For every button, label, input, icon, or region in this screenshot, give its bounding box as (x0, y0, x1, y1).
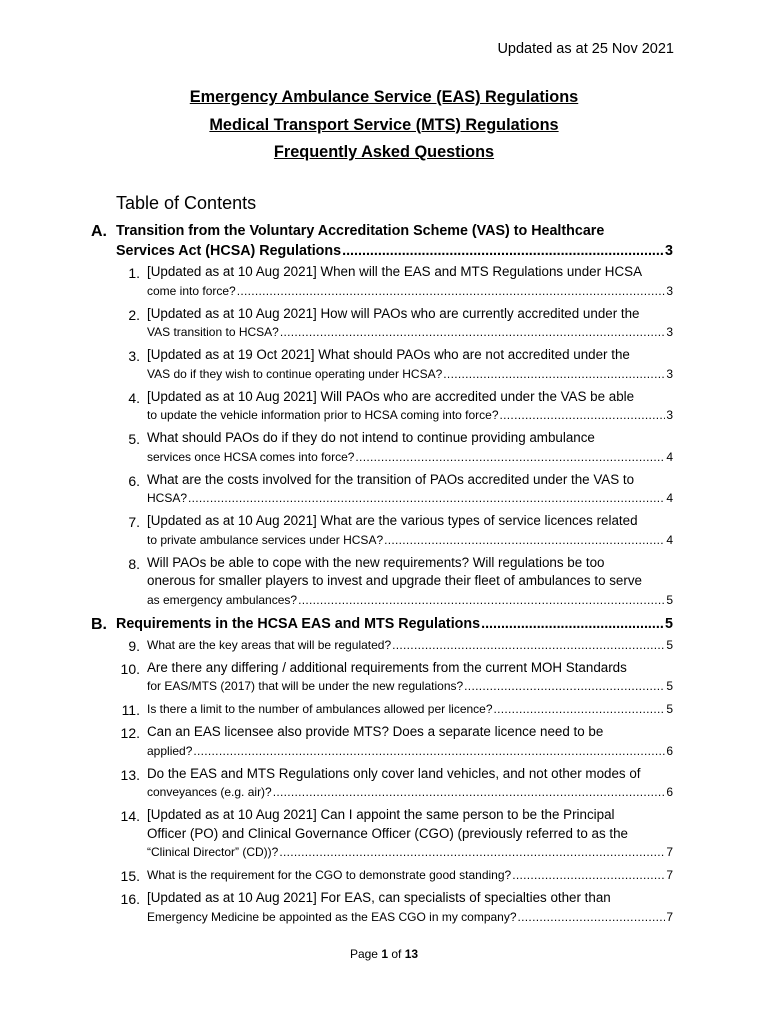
question-text-line: services once HCSA comes into force? (147, 449, 355, 464)
question-text-line: What are the costs involved for the transition of PAOs accredited under the VAS to (147, 471, 635, 487)
toc-question-item[interactable] (0, 723, 768, 760)
question-number: 9. (128, 637, 140, 654)
page-number: 5 (666, 637, 673, 652)
toc-question-item[interactable] (0, 305, 768, 342)
question-text-line: as emergency ambulances? (147, 592, 298, 607)
question-text-line: come into force? (147, 283, 236, 298)
question-text-line: Are there any differing / additional requirements from the current MOH Standards (147, 659, 627, 675)
page-number: 5 (665, 615, 673, 632)
question-number: 14. (120, 808, 140, 824)
question-text-line: Can an EAS licensee also provide MTS? Does a separate licence need to be (147, 724, 604, 739)
updated-date: Updated as at 25 Nov 2021 (497, 41, 674, 57)
toc-question-item[interactable] (0, 806, 768, 862)
dot-leader (494, 700, 666, 719)
section-b-questions (0, 636, 768, 927)
title-mts: Medical Transport Service (MTS) Regulations (209, 115, 559, 134)
dot-leader (273, 783, 666, 802)
document-titles (0, 86, 768, 169)
section-letter: B. (91, 615, 107, 633)
page-number: 7 (666, 909, 673, 924)
question-text-line: What are the key areas that will be regulated? (147, 637, 392, 652)
question-text-line: for EAS/MTS (2017) that will be under the new regulations? (147, 679, 464, 693)
question-text-line: to private ambulance services under HCSA? (147, 532, 384, 547)
toc-question-item[interactable] (0, 765, 768, 802)
footer-of: of (391, 947, 402, 961)
question-number: 7. (128, 514, 140, 530)
page-number: 6 (666, 743, 673, 758)
question-text-line: conveyances (e.g. air)? (147, 785, 272, 799)
question-text-line: HCSA? (147, 491, 188, 505)
question-number: 6. (128, 472, 140, 489)
dot-leader (355, 448, 665, 467)
question-text-line: VAS do if they wish to continue operating under HCSA? (147, 366, 443, 381)
question-number: 16. (120, 891, 140, 907)
dot-leader (443, 365, 665, 384)
footer-total-pages: 13 (404, 947, 419, 961)
question-text-line: [Updated as at 10 Aug 2021] What are the various types of service licences related (147, 513, 638, 528)
question-number: 2. (128, 306, 140, 323)
section-title-line: Services Act (HCSA) Regulations (116, 243, 342, 259)
dot-leader (188, 489, 665, 508)
question-number: 12. (120, 725, 140, 741)
section-a-questions (0, 263, 768, 609)
question-number: 3. (128, 348, 140, 364)
section-title-line: Requirements in the HCSA EAS and MTS Regulations (116, 615, 481, 632)
page-number: 5 (666, 679, 673, 693)
question-number: 15. (120, 868, 140, 884)
question-text-line: onerous for smaller players to invest and upgrade their fleet of ambulances to serve (147, 573, 642, 588)
footer-current-page: 1 (381, 947, 388, 961)
question-text-line: Emergency Medicine be appointed as the EAS CGO in my company? (147, 909, 517, 924)
question-number: 8. (128, 555, 140, 572)
question-text-line: Will PAOs be able to cope with the new requirements? Will regulations be too (147, 554, 605, 570)
question-text-line: What is the requirement for the CGO to demonstrate good standing? (147, 868, 512, 882)
question-text-line: Is there a limit to the number of ambulances allowed per licence? (147, 702, 493, 716)
question-text-line: [Updated as at 10 Aug 2021] How will PAOs who are currently accredited under the (147, 305, 640, 321)
page-footer (0, 947, 768, 961)
page-number: 5 (666, 702, 673, 716)
toc-question-item[interactable] (0, 512, 768, 549)
dot-leader (280, 323, 665, 342)
page-number: 7 (666, 868, 673, 882)
section-letter: A. (91, 223, 107, 240)
page-number: 4 (666, 449, 673, 464)
question-number: 10. (120, 660, 140, 677)
page-number: 5 (666, 592, 673, 607)
dot-leader (518, 908, 666, 927)
toc-question-item[interactable] (0, 388, 768, 425)
toc-question-item[interactable] (0, 263, 768, 300)
toc-section-b[interactable] (0, 614, 768, 634)
page-number: 3 (665, 243, 673, 259)
table-of-contents (0, 221, 768, 931)
question-number: 11. (121, 702, 140, 718)
page-number: 4 (666, 491, 673, 505)
section-title-line: Transition from the Voluntary Accreditation Scheme (VAS) to Healthcare (116, 223, 605, 239)
question-number: 4. (128, 389, 140, 406)
dot-leader (464, 677, 665, 696)
dot-leader (193, 742, 665, 761)
question-text-line: [Updated as at 19 Oct 2021] What should PAOs who are not accredited under the (147, 347, 630, 362)
page-number: 3 (666, 283, 673, 298)
toc-question-item[interactable] (0, 636, 768, 655)
page-number: 3 (666, 325, 673, 339)
page-number: 3 (666, 408, 673, 422)
toc-heading: Table of Contents (116, 193, 257, 213)
toc-question-item[interactable] (0, 700, 768, 719)
question-text-line: applied? (147, 743, 193, 758)
question-text-line: to update the vehicle information prior to HCSA coming into force? (147, 408, 499, 422)
footer-prefix: Page (349, 947, 378, 961)
dot-leader (279, 843, 665, 862)
question-text-line: [Updated as at 10 Aug 2021] For EAS, can specialists of specialties other than (147, 890, 611, 905)
question-text-line: [Updated as at 10 Aug 2021] Can I appoint the same person to be the Principal (147, 807, 615, 822)
question-text-line: Officer (PO) and Clinical Governance Officer (CGO) (previously referred to as the (147, 825, 628, 841)
toc-question-item[interactable] (0, 889, 768, 926)
question-number: 5. (128, 431, 140, 447)
question-number: 13. (120, 766, 140, 783)
dot-leader (500, 406, 666, 425)
dot-leader (384, 531, 665, 550)
toc-question-item[interactable] (0, 866, 768, 885)
question-text-line: [Updated as at 10 Aug 2021] Will PAOs who are accredited under the VAS be able (147, 388, 635, 404)
toc-question-item[interactable] (0, 429, 768, 466)
dot-leader (237, 282, 666, 301)
dot-leader (481, 614, 664, 634)
question-text-line: What should PAOs do if they do not intend to continue providing ambulance (147, 430, 595, 445)
question-text-line: Do the EAS and MTS Regulations only cover land vehicles, and not other modes of (147, 765, 641, 781)
toc-question-item[interactable] (0, 659, 768, 696)
page-number: 7 (666, 845, 673, 859)
title-faq: Frequently Asked Questions (273, 143, 495, 161)
title-eas: Emergency Ambulance Service (EAS) Regulations (189, 88, 579, 106)
question-number: 1. (128, 265, 140, 281)
toc-question-item[interactable] (0, 346, 768, 383)
dot-leader (512, 866, 665, 885)
question-text-line: VAS transition to HCSA? (147, 325, 279, 339)
question-text-line: “Clinical Director” (CD))? (147, 845, 279, 859)
page-number: 4 (666, 532, 673, 547)
question-text-line: [Updated as at 10 Aug 2021] When will the EAS and MTS Regulations under HCSA (147, 264, 642, 279)
toc-section-a[interactable] (0, 221, 768, 261)
page-number: 6 (666, 785, 673, 799)
dot-leader (392, 636, 665, 655)
dot-leader (298, 591, 665, 610)
page-number: 3 (666, 366, 673, 381)
toc-question-item[interactable] (0, 554, 768, 610)
toc-question-item[interactable] (0, 471, 768, 508)
dot-leader (342, 241, 664, 261)
